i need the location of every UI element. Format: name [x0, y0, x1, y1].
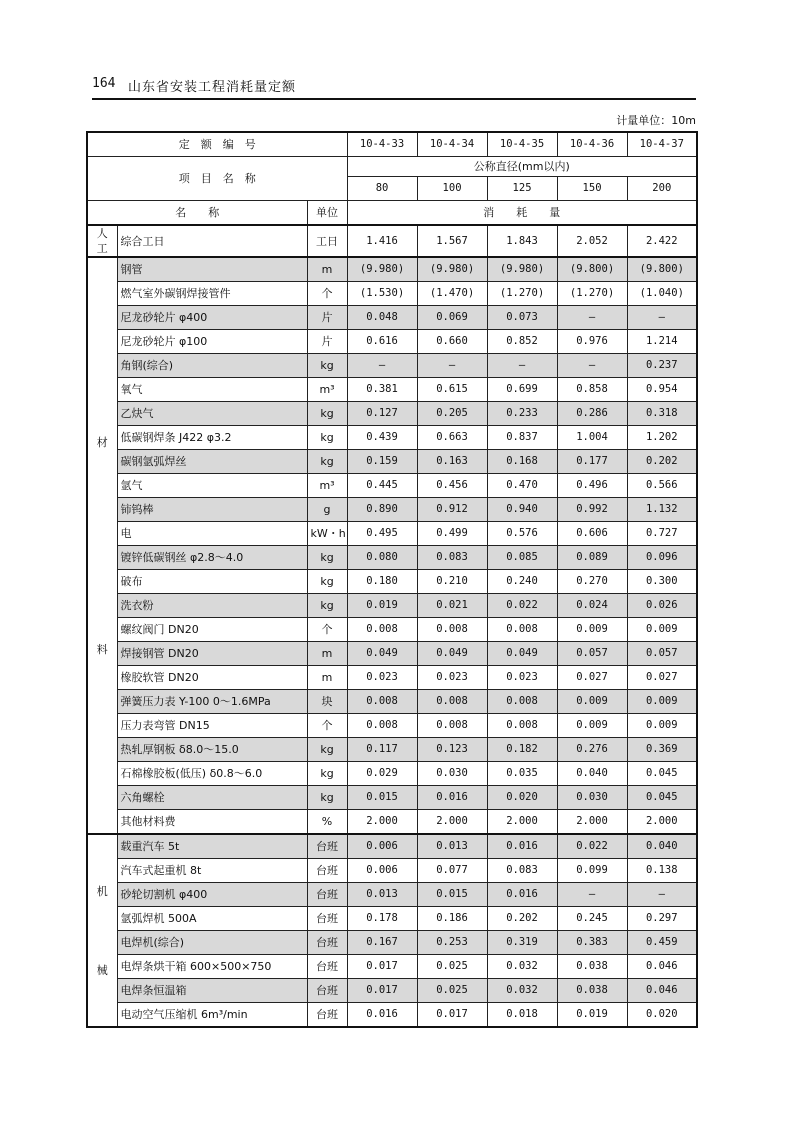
consumption-value: 0.017: [347, 955, 417, 979]
table-row: [87, 666, 697, 690]
table-row: [87, 522, 697, 546]
consumption-value: 0.057: [557, 642, 627, 666]
page-number: 164: [92, 76, 116, 91]
consumption-value: 1.202: [627, 426, 697, 450]
consumption-value: 0.177: [557, 450, 627, 474]
table-row: [87, 714, 697, 738]
consumption-value: 0.030: [417, 762, 487, 786]
item-unit: 台班: [307, 1003, 347, 1028]
consumption-value: 0.178: [347, 907, 417, 931]
consumption-value: 0.210: [417, 570, 487, 594]
consumption-value: 0.976: [557, 330, 627, 354]
consumption-value: —: [557, 883, 627, 907]
consumption-value: 0.240: [487, 570, 557, 594]
consumption-value: 0.019: [557, 1003, 627, 1028]
item-name: 电焊条恒温箱: [117, 979, 307, 1003]
section-label-char: 械: [96, 963, 108, 977]
consumption-value: 0.383: [557, 931, 627, 955]
table-row: [87, 474, 697, 498]
consumption-value: 0.026: [627, 594, 697, 618]
item-name: 弹簧压力表 Y-100 0～1.6MPa: [117, 690, 307, 714]
consumption-value: —: [347, 354, 417, 378]
consumption-value: 0.852: [487, 330, 557, 354]
table-row: [87, 306, 697, 330]
consumption-value: 0.017: [347, 979, 417, 1003]
table-row: [87, 1003, 697, 1028]
consumption-value: 0.992: [557, 498, 627, 522]
consumption-value: 0.045: [627, 786, 697, 810]
item-name-label: 项 目 名 称: [87, 157, 347, 201]
consumption-value: 0.020: [487, 786, 557, 810]
consumption-value: 0.576: [487, 522, 557, 546]
table-row: [87, 330, 697, 354]
consumption-value: 0.445: [347, 474, 417, 498]
consumption-value: 0.023: [487, 666, 557, 690]
consumption-value: 0.615: [417, 378, 487, 402]
item-unit: %: [307, 810, 347, 835]
item-unit: 个: [307, 714, 347, 738]
consumption-value: (9.800): [557, 257, 627, 282]
consumption-value: 2.000: [627, 810, 697, 835]
table-row: [87, 859, 697, 883]
table-row: [87, 426, 697, 450]
item-unit: 台班: [307, 955, 347, 979]
quota-code: 10-4-33: [347, 132, 417, 157]
item-unit: kg: [307, 570, 347, 594]
consumption-value: 0.048: [347, 306, 417, 330]
item-unit: kW・h: [307, 522, 347, 546]
consumption-value: 0.202: [487, 907, 557, 931]
quota-table: [86, 131, 698, 1028]
item-name: 橡胶软管 DN20: [117, 666, 307, 690]
consumption-value: 0.049: [347, 642, 417, 666]
item-name: 石棉橡胶板(低压) δ0.8～6.0: [117, 762, 307, 786]
item-unit: 台班: [307, 834, 347, 859]
item-name: 乙炔气: [117, 402, 307, 426]
table-row: [87, 570, 697, 594]
section-label-char: 人: [96, 227, 108, 240]
table-row: [87, 402, 697, 426]
item-name: 低碳钢焊条 J422 φ3.2: [117, 426, 307, 450]
table-row: [87, 738, 697, 762]
consumption-value: 0.369: [627, 738, 697, 762]
consumption-value: 0.025: [417, 979, 487, 1003]
table-row: [87, 786, 697, 810]
consumption-value: 0.237: [627, 354, 697, 378]
consumption-value: 0.013: [347, 883, 417, 907]
consumption-value: (1.270): [487, 282, 557, 306]
consumption-value: —: [557, 354, 627, 378]
consumption-value: 0.163: [417, 450, 487, 474]
consumption-value: 0.459: [627, 931, 697, 955]
consumption-value: 0.837: [487, 426, 557, 450]
item-name: 热轧厚钢板 δ8.0～15.0: [117, 738, 307, 762]
consumption-value: —: [557, 306, 627, 330]
consumption-value: 0.008: [347, 714, 417, 738]
unit-note: 计量单位：10m: [616, 114, 696, 127]
item-name: 其他材料费: [117, 810, 307, 835]
item-name: 钢管: [117, 257, 307, 282]
consumption-value: 0.008: [347, 618, 417, 642]
item-name: 电动空气压缩机 6m³/min: [117, 1003, 307, 1028]
consumption-value: 0.286: [557, 402, 627, 426]
section-label-char: 材: [96, 435, 108, 449]
consumption-value: 0.022: [487, 594, 557, 618]
consumption-value: 0.045: [627, 762, 697, 786]
consumption-value: 0.499: [417, 522, 487, 546]
consumption-value: (9.980): [417, 257, 487, 282]
col-unit-header: 单位: [307, 201, 347, 226]
consumption-value: —: [487, 354, 557, 378]
consumption-value: 0.616: [347, 330, 417, 354]
table-row: [87, 690, 697, 714]
item-name: 镀锌低碳钢丝 φ2.8～4.0: [117, 546, 307, 570]
consumption-value: 2.000: [347, 810, 417, 835]
column-header-row: [87, 201, 697, 226]
item-name: 载重汽车 5t: [117, 834, 307, 859]
table-row: [87, 979, 697, 1003]
table-row: [87, 883, 697, 907]
consumption-value: 0.046: [627, 955, 697, 979]
item-unit: kg: [307, 546, 347, 570]
consumption-value: 0.009: [557, 618, 627, 642]
item-unit: 块: [307, 690, 347, 714]
item-name: 洗衣粉: [117, 594, 307, 618]
item-unit: m³: [307, 378, 347, 402]
consumption-value: 0.456: [417, 474, 487, 498]
consumption-value: 0.016: [347, 1003, 417, 1028]
consumption-value: 0.030: [557, 786, 627, 810]
table-row: [87, 257, 697, 282]
quota-code: 10-4-35: [487, 132, 557, 157]
item-unit: kg: [307, 594, 347, 618]
table-row: [87, 594, 697, 618]
consumption-value: 0.245: [557, 907, 627, 931]
consumption-value: 0.038: [557, 955, 627, 979]
consumption-value: 0.663: [417, 426, 487, 450]
consumption-value: 0.016: [487, 883, 557, 907]
table-body: [87, 132, 697, 1027]
quota-code: 10-4-37: [627, 132, 697, 157]
section-label: [87, 225, 117, 257]
section-label-char: 工: [96, 242, 108, 255]
item-unit: m³: [307, 474, 347, 498]
consumption-value: 0.496: [557, 474, 627, 498]
consumption-value: 0.186: [417, 907, 487, 931]
item-name: 尼龙砂轮片 φ400: [117, 306, 307, 330]
table-row: [87, 378, 697, 402]
consumption-value: 0.027: [557, 666, 627, 690]
consumption-value: 1.567: [417, 225, 487, 257]
consumption-value: 0.660: [417, 330, 487, 354]
consumption-value: 0.083: [417, 546, 487, 570]
diameter-label: 公称直径(mm以内): [347, 157, 697, 177]
consumption-value: (1.040): [627, 282, 697, 306]
item-unit: 台班: [307, 907, 347, 931]
item-name: 电焊条烘干箱 600×500×750: [117, 955, 307, 979]
item-name: 角钢(综合): [117, 354, 307, 378]
consumption-value: 0.024: [557, 594, 627, 618]
consumption-value: (1.530): [347, 282, 417, 306]
consumption-value: 0.089: [557, 546, 627, 570]
consumption-value: 0.470: [487, 474, 557, 498]
item-unit: m: [307, 642, 347, 666]
quota-code-row: [87, 132, 697, 157]
consumption-value: 0.381: [347, 378, 417, 402]
item-unit: 台班: [307, 883, 347, 907]
consumption-value: —: [627, 306, 697, 330]
consumption-value: 0.046: [627, 979, 697, 1003]
item-unit: 片: [307, 330, 347, 354]
consumption-value: 2.422: [627, 225, 697, 257]
consumption-value: —: [417, 354, 487, 378]
section-label: [87, 257, 117, 834]
consumption-value: 0.253: [417, 931, 487, 955]
consumption-value: 0.495: [347, 522, 417, 546]
consumption-value: 0.021: [417, 594, 487, 618]
consumption-value: 0.006: [347, 859, 417, 883]
consumption-value: 0.096: [627, 546, 697, 570]
col-consumption-header: 消 耗 量: [347, 201, 697, 226]
section-label: [87, 834, 117, 1027]
consumption-value: 0.029: [347, 762, 417, 786]
consumption-value: 0.009: [557, 714, 627, 738]
consumption-value: 1.416: [347, 225, 417, 257]
table-row: [87, 354, 697, 378]
consumption-value: 2.000: [557, 810, 627, 835]
table-row: [87, 834, 697, 859]
consumption-value: 0.009: [627, 714, 697, 738]
consumption-value: 0.117: [347, 738, 417, 762]
consumption-value: 0.858: [557, 378, 627, 402]
item-name: 碳钢氩弧焊丝: [117, 450, 307, 474]
quota-label: 定 额 编 号: [87, 132, 347, 157]
quota-code: 10-4-34: [417, 132, 487, 157]
quota-code: 10-4-36: [557, 132, 627, 157]
item-unit: kg: [307, 786, 347, 810]
consumption-value: (1.470): [417, 282, 487, 306]
consumption-value: 0.016: [487, 834, 557, 859]
item-unit: 台班: [307, 979, 347, 1003]
table-row: [87, 282, 697, 306]
consumption-value: 0.123: [417, 738, 487, 762]
item-name: 燃气室外碳钢焊接管件: [117, 282, 307, 306]
consumption-value: (9.800): [627, 257, 697, 282]
item-name: 尼龙砂轮片 φ100: [117, 330, 307, 354]
consumption-value: 0.167: [347, 931, 417, 955]
item-name: 六角螺栓: [117, 786, 307, 810]
table-row: [87, 225, 697, 257]
consumption-value: 0.276: [557, 738, 627, 762]
item-unit: 工日: [307, 225, 347, 257]
item-name: 压力表弯管 DN15: [117, 714, 307, 738]
diameter-label-row: [87, 157, 697, 177]
consumption-value: 1.004: [557, 426, 627, 450]
item-unit: 个: [307, 618, 347, 642]
diameter-value: 200: [627, 177, 697, 201]
consumption-value: 0.205: [417, 402, 487, 426]
consumption-value: 0.300: [627, 570, 697, 594]
consumption-value: (9.980): [347, 257, 417, 282]
consumption-value: —: [627, 883, 697, 907]
table-row: [87, 618, 697, 642]
item-name: 焊接钢管 DN20: [117, 642, 307, 666]
consumption-value: 0.127: [347, 402, 417, 426]
consumption-value: 0.085: [487, 546, 557, 570]
consumption-value: 0.318: [627, 402, 697, 426]
consumption-value: 0.017: [417, 1003, 487, 1028]
table-row: [87, 907, 697, 931]
consumption-value: 0.009: [627, 618, 697, 642]
item-unit: m: [307, 666, 347, 690]
consumption-value: 0.727: [627, 522, 697, 546]
item-name: 氩气: [117, 474, 307, 498]
item-unit: g: [307, 498, 347, 522]
diameter-value: 80: [347, 177, 417, 201]
consumption-value: 0.040: [627, 834, 697, 859]
consumption-value: 0.015: [417, 883, 487, 907]
consumption-value: (1.270): [557, 282, 627, 306]
consumption-value: 1.843: [487, 225, 557, 257]
consumption-value: 0.057: [627, 642, 697, 666]
consumption-value: 0.159: [347, 450, 417, 474]
consumption-value: 0.008: [417, 690, 487, 714]
item-unit: kg: [307, 354, 347, 378]
table-row: [87, 642, 697, 666]
consumption-value: 0.035: [487, 762, 557, 786]
table-row: [87, 931, 697, 955]
consumption-value: 0.319: [487, 931, 557, 955]
consumption-value: 0.013: [417, 834, 487, 859]
item-unit: kg: [307, 738, 347, 762]
consumption-value: 1.214: [627, 330, 697, 354]
item-name: 破布: [117, 570, 307, 594]
item-unit: kg: [307, 450, 347, 474]
item-name: 汽车式起重机 8t: [117, 859, 307, 883]
consumption-value: 0.025: [417, 955, 487, 979]
item-name: 铈钨棒: [117, 498, 307, 522]
diameter-value: 125: [487, 177, 557, 201]
consumption-value: 0.023: [417, 666, 487, 690]
consumption-value: 0.008: [487, 618, 557, 642]
item-unit: m: [307, 257, 347, 282]
consumption-value: 0.040: [557, 762, 627, 786]
item-name: 砂轮切割机 φ400: [117, 883, 307, 907]
consumption-value: 0.954: [627, 378, 697, 402]
consumption-value: 0.439: [347, 426, 417, 450]
table-row: [87, 955, 697, 979]
consumption-value: 0.038: [557, 979, 627, 1003]
consumption-value: 2.052: [557, 225, 627, 257]
item-name: 氩弧焊机 500A: [117, 907, 307, 931]
consumption-value: 0.099: [557, 859, 627, 883]
consumption-value: 0.940: [487, 498, 557, 522]
consumption-value: 0.069: [417, 306, 487, 330]
consumption-value: 0.180: [347, 570, 417, 594]
item-name: 综合工日: [117, 225, 307, 257]
consumption-value: 0.015: [347, 786, 417, 810]
consumption-value: 0.008: [487, 714, 557, 738]
consumption-value: 0.019: [347, 594, 417, 618]
item-name: 电焊机(综合): [117, 931, 307, 955]
consumption-value: 0.138: [627, 859, 697, 883]
consumption-value: 0.009: [627, 690, 697, 714]
item-unit: kg: [307, 426, 347, 450]
diameter-value: 100: [417, 177, 487, 201]
consumption-value: 0.018: [487, 1003, 557, 1028]
item-unit: 台班: [307, 931, 347, 955]
consumption-value: 0.009: [557, 690, 627, 714]
consumption-value: 0.270: [557, 570, 627, 594]
item-unit: kg: [307, 402, 347, 426]
consumption-value: 1.132: [627, 498, 697, 522]
consumption-value: 0.008: [487, 690, 557, 714]
table-row: [87, 762, 697, 786]
table-row: [87, 450, 697, 474]
consumption-value: 0.566: [627, 474, 697, 498]
consumption-value: 0.699: [487, 378, 557, 402]
consumption-value: 0.073: [487, 306, 557, 330]
item-unit: 个: [307, 282, 347, 306]
col-name-header: 名 称: [87, 201, 307, 226]
consumption-value: 0.049: [417, 642, 487, 666]
consumption-value: 0.008: [417, 618, 487, 642]
consumption-value: 0.008: [417, 714, 487, 738]
consumption-value: 0.077: [417, 859, 487, 883]
consumption-value: 0.890: [347, 498, 417, 522]
consumption-value: 0.049: [487, 642, 557, 666]
consumption-value: 0.020: [627, 1003, 697, 1028]
consumption-value: 0.006: [347, 834, 417, 859]
table-row: [87, 498, 697, 522]
consumption-value: 0.032: [487, 979, 557, 1003]
consumption-value: 0.023: [347, 666, 417, 690]
consumption-value: 0.168: [487, 450, 557, 474]
consumption-value: 0.008: [347, 690, 417, 714]
consumption-value: 0.912: [417, 498, 487, 522]
table-row: [87, 546, 697, 570]
table-row: [87, 810, 697, 835]
consumption-value: 0.080: [347, 546, 417, 570]
consumption-value: 0.182: [487, 738, 557, 762]
diameter-value: 150: [557, 177, 627, 201]
book-title: 山东省安装工程消耗量定额: [128, 80, 297, 95]
consumption-value: 0.027: [627, 666, 697, 690]
item-unit: 片: [307, 306, 347, 330]
consumption-value: 0.297: [627, 907, 697, 931]
section-label-char: 料: [96, 642, 108, 656]
item-unit: kg: [307, 762, 347, 786]
item-name: 电: [117, 522, 307, 546]
item-unit: 台班: [307, 859, 347, 883]
consumption-value: 0.083: [487, 859, 557, 883]
consumption-value: 0.032: [487, 955, 557, 979]
page-header: [92, 72, 696, 100]
consumption-value: (9.980): [487, 257, 557, 282]
item-name: 氧气: [117, 378, 307, 402]
consumption-value: 0.606: [557, 522, 627, 546]
consumption-value: 0.233: [487, 402, 557, 426]
section-label-char: 机: [96, 884, 108, 898]
consumption-value: 0.016: [417, 786, 487, 810]
consumption-value: 2.000: [417, 810, 487, 835]
consumption-value: 0.022: [557, 834, 627, 859]
item-name: 螺纹阀门 DN20: [117, 618, 307, 642]
consumption-value: 0.202: [627, 450, 697, 474]
consumption-value: 2.000: [487, 810, 557, 835]
